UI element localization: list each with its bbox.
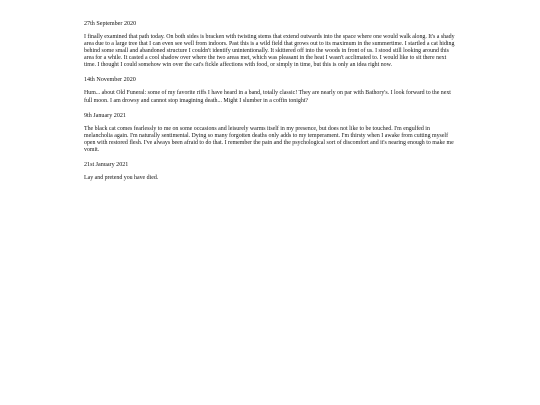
journal-entry xyxy=(84,112,456,154)
journal-entry xyxy=(84,76,456,104)
entry-body: I finally examined that path today. On both sides is bracken with twisting stems that extend outwards into the space where one would walk along. It's a shady area due to a large tree that I can even see well from indoors. Past this is a wild field that grows out to its maximum in the summertime. I startled a cat hiding behind some small and abandoned structure I couldn't identify unintentionally. It skittered off into the woods in front of us. I stood still looking around this area for a while. It casted a cool shadow over where the two areas met, which was pleasant in the heat I wasn't acclimated to. I would like to sit there next time. I thought I could somehow win over the cat's fickle affections with food, or simply in time, but this is only an idea right now. xyxy=(84,34,455,69)
entry-body: The black cat comes fearlessly to me on some occasions and leisurely warms itself in my presence, but does not like to be touched. I'm engulfed in melancholia again. I'm naturally sentimental. Dying so many forgotten deaths only adds to my temperament. I'm thirsty when I awake from cutting myself open with restored flesh. I've always been afraid to do that. I remember the pain and the psychological sort of discomfort and it's nearing enough to make me vomit. xyxy=(84,125,454,153)
entry-date: 21st January 2021 xyxy=(84,162,129,169)
journal-entry xyxy=(84,161,456,182)
entry-date: 14th November 2020 xyxy=(84,77,136,84)
journal-page xyxy=(84,20,456,189)
entry-body: Lay and pretend you have died. xyxy=(84,175,159,182)
journal-entry xyxy=(84,20,456,69)
entry-date: 9th January 2021 xyxy=(84,112,126,119)
entry-date: 27th September 2020 xyxy=(84,21,137,27)
entry-body: Hum... about Old Funeral: some of my favorite riffs I have heard in a band, totally classic! They are nearly on par with Bathory's. I look forward to the next full moon. I am drowsy and cannot stop imagining death... Might I slumber in a coffin tonight? xyxy=(84,90,451,104)
